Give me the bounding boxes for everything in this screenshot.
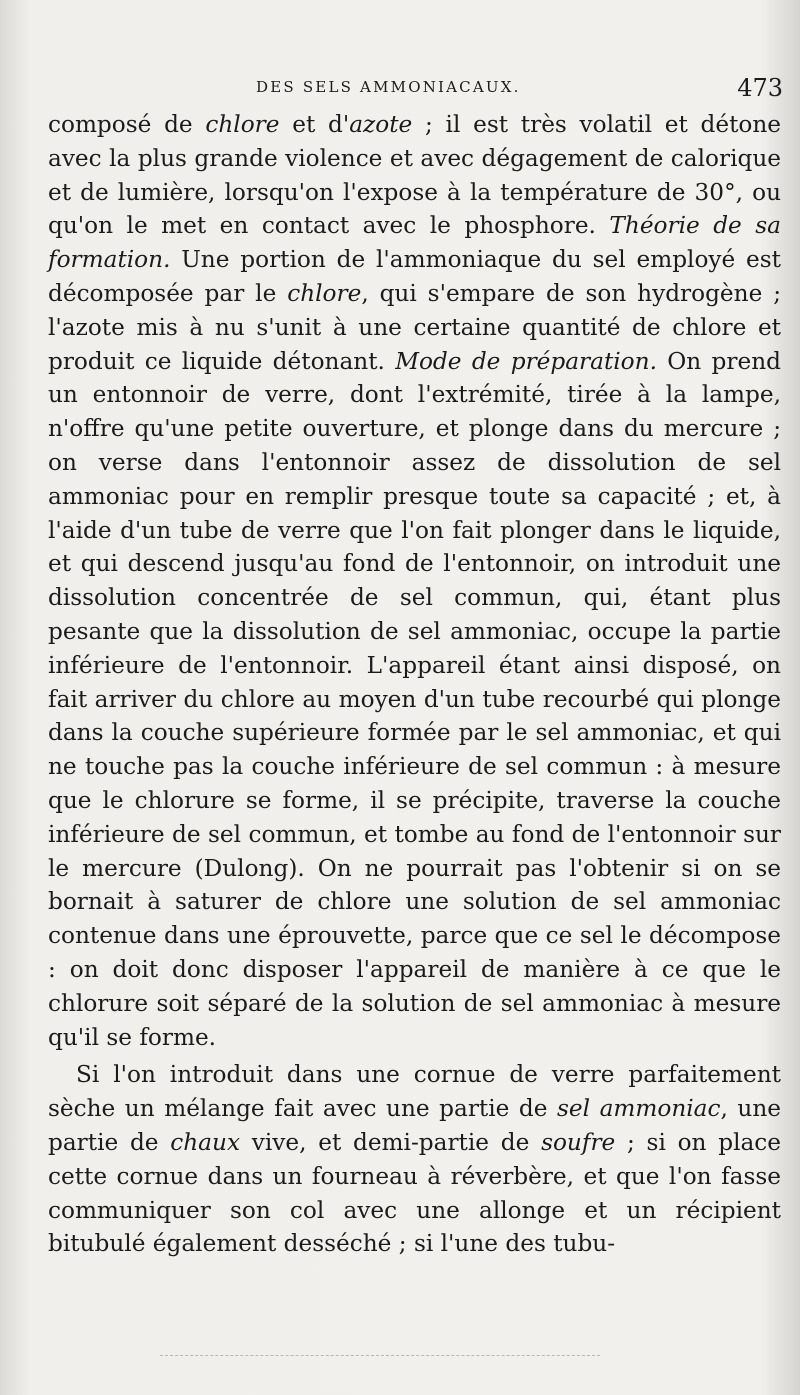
running-head: DES SELS AMMONIACAUX. (256, 78, 521, 96)
bottom-rule (160, 1355, 600, 1356)
italic-text-segment: chaux (170, 1128, 241, 1156)
italic-text-segment: sel ammoniac (557, 1095, 721, 1123)
text-segment: et d' (279, 111, 350, 138)
text-segment: , qui s'empare de son hydrogène ; l'azote mis à nu s'unit à une certaine quantité de chlore et produit ce liquide détonant. (48, 279, 782, 375)
body-text (48, 108, 781, 1261)
italic-text-segment: chlore (205, 111, 280, 138)
italic-text-segment: soufre (541, 1128, 616, 1156)
text-segment: ; si on place cette cornue dans un fourneau à réverbère, et que l'on fasse communiquer son col avec une allonge et un récipient bitubulé également desséché ; si l'une des tubu- (48, 1128, 782, 1258)
text-segment: composé de (48, 111, 206, 138)
text-segment: Une portion de l'ammoniaque du sel employé est décomposée par le (48, 246, 781, 307)
page-header (48, 74, 783, 108)
text-segment: On prend un entonnoir de verre, dont l'extrémité, tirée à la lampe, n'offre qu'une petite ouverture, et plonge dans du mercure ; on verse dans l'entonnoir assez de dissolution de sel ammoniac pour en remplir presque toute sa capacité ; et, à l'aide d'un tube de verre que l'on fait plonger dans le liquide, et qui descend jusqu'au fond de l'entonnoir, on introduit une dissolution concentrée de sel commun, qui, étant plus pesante que la dissolution de sel ammoniac, occupe la partie inférieure de l'entonnoir. L'appareil étant ainsi disposé, on fait arriver du chlore au moyen d'un tube recourbé qui plonge dans la couche supérieure formée par le sel ammoniac, et qui ne touche pas la couche inférieure de sel commun : à mesure que le chlorure se forme, il se précipite, traverse la couche inférieure de sel commun, et tombe au fond de l'entonnoir sur le mercure (Dulong). On ne pourrait pas l'obtenir si on se bornait à saturer de chlore une solution de sel ammoniac contenue dans une éprouvette, parce que ce sel le décompose : on doit donc disposer l'appareil de manière à ce que le chlorure soit séparé de la solution de sel ammoniac à mesure qu'il se forme. (48, 347, 781, 1051)
italic-text-segment: Mode de préparation. (395, 347, 657, 375)
text-segment: , une partie de (48, 1095, 781, 1156)
italic-text-segment: azote (349, 111, 413, 138)
page-number: 473 (737, 74, 783, 102)
italic-text-segment: chlore (287, 279, 362, 307)
text-segment: Si l'on introduit dans une cornue de verre parfaitement sèche un mélange fait avec une partie de (48, 1061, 781, 1123)
paragraph-2 (48, 1058, 781, 1261)
text-segment: ; il est très volatil et détone avec la plus grande violence et avec dégagement de calorique et de lumière, lorsqu'on l'expose à la température de 30°, ou qu'on le met en contact avec le phosphore. (48, 111, 781, 240)
text-segment: vive, et demi-partie de (240, 1128, 542, 1156)
paragraph-1 (48, 108, 781, 1054)
italic-text-segment: Théorie de sa formation. (48, 212, 781, 274)
